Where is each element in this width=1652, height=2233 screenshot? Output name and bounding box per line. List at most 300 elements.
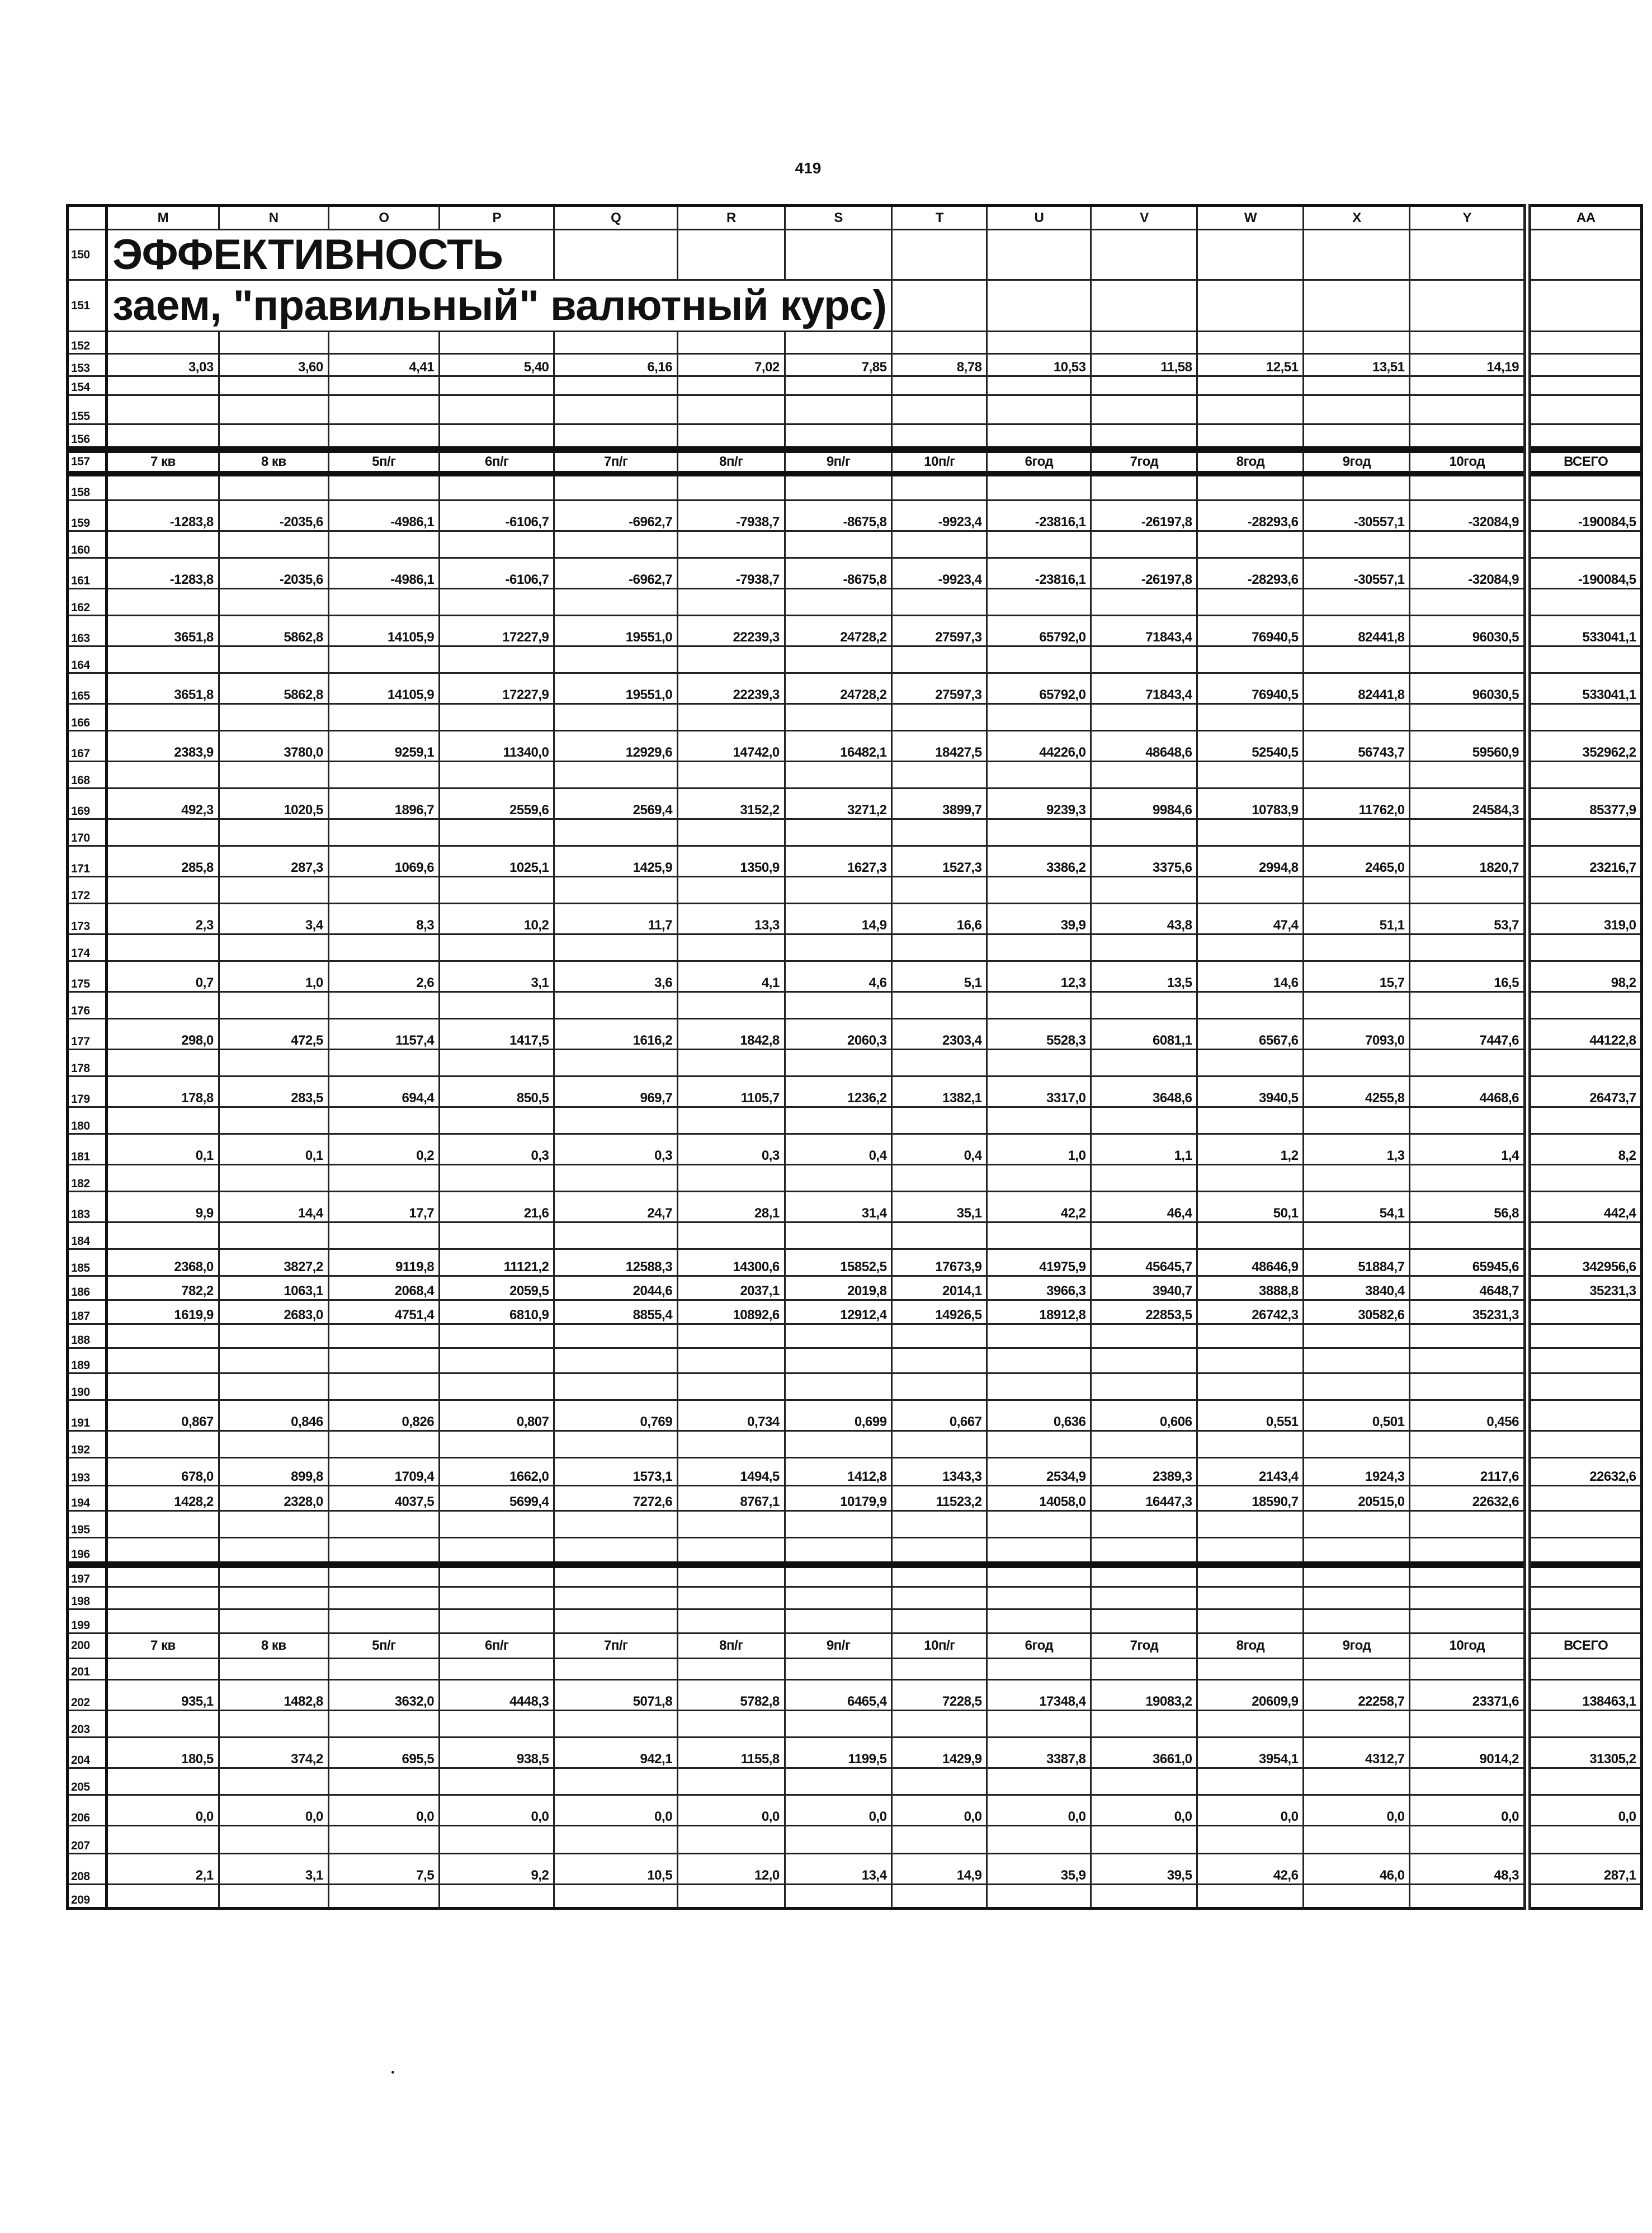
row-number: 201 [68, 1659, 107, 1680]
cell [1091, 1587, 1197, 1609]
cell: 17227,9 [440, 616, 554, 646]
cell: 8,78 [892, 354, 987, 376]
cell [1304, 704, 1410, 731]
cell: 283,5 [219, 1077, 328, 1107]
cell [785, 1165, 892, 1192]
cell: 18590,7 [1197, 1486, 1304, 1511]
cell [554, 1050, 678, 1077]
cell [1527, 1373, 1642, 1400]
cell: -26197,8 [1091, 501, 1197, 531]
cell: 3651,8 [107, 616, 219, 646]
cell [328, 762, 439, 789]
cell [1091, 934, 1197, 961]
cell [554, 589, 678, 616]
cell [678, 589, 785, 616]
row-number: 165 [68, 673, 107, 704]
cell: 23216,7 [1527, 846, 1642, 877]
cell: 1343,3 [892, 1458, 987, 1486]
cell [219, 332, 328, 354]
cell: 18427,5 [892, 731, 987, 762]
row-number: 166 [68, 704, 107, 731]
cell [440, 646, 554, 673]
cell [1091, 1565, 1197, 1587]
cell: 2059,5 [440, 1276, 554, 1300]
cell: 6465,4 [785, 1680, 892, 1711]
cell: 3,1 [440, 961, 554, 992]
cell [107, 1587, 219, 1609]
cell [1197, 1659, 1304, 1680]
cell [219, 1659, 328, 1680]
row-number: 150 [68, 230, 107, 280]
cell [554, 1348, 678, 1373]
cell: 17227,9 [440, 673, 554, 704]
cell: 8767,1 [678, 1486, 785, 1511]
cell [1197, 1373, 1304, 1400]
cell: 23371,6 [1410, 1680, 1527, 1711]
table-row [68, 819, 1642, 846]
cell: -8675,8 [785, 558, 892, 589]
row-number: 180 [68, 1107, 107, 1134]
cell: 26742,3 [1197, 1300, 1304, 1324]
column-header: S [785, 206, 892, 230]
cell: 0,0 [1410, 1795, 1527, 1826]
cell: 1,4 [1410, 1134, 1527, 1165]
cell: 15,7 [1304, 961, 1410, 992]
cell: 14742,0 [678, 731, 785, 762]
column-header: T [892, 206, 987, 230]
cell: 1155,8 [678, 1738, 785, 1768]
cell [1197, 1587, 1304, 1609]
cell [440, 376, 554, 395]
cell [892, 1348, 987, 1373]
cell: 969,7 [554, 1077, 678, 1107]
cell: 10год [1410, 1634, 1527, 1659]
cell [678, 1373, 785, 1400]
row-number: 178 [68, 1050, 107, 1077]
cell: 35231,3 [1527, 1276, 1642, 1300]
cell [785, 1511, 892, 1538]
cell [554, 531, 678, 558]
cell: -1283,8 [107, 558, 219, 589]
cell [1304, 376, 1410, 395]
cell [892, 1587, 987, 1609]
cell: 42,2 [987, 1192, 1091, 1222]
cell [678, 1587, 785, 1609]
cell [892, 877, 987, 904]
cell [987, 1587, 1091, 1609]
cell [987, 1511, 1091, 1538]
column-header: M [107, 206, 219, 230]
cell: 3317,0 [987, 1077, 1091, 1107]
cell [678, 424, 785, 450]
table-row [68, 1324, 1642, 1348]
column-header: N [219, 206, 328, 230]
cell [554, 1373, 678, 1400]
cell: -2035,6 [219, 558, 328, 589]
cell [678, 531, 785, 558]
cell: 782,2 [107, 1276, 219, 1300]
cell: 31,4 [785, 1192, 892, 1222]
cell [219, 531, 328, 558]
cell: 71843,4 [1091, 616, 1197, 646]
cell: 14,9 [785, 904, 892, 934]
table-row [68, 376, 1642, 395]
table-row [68, 1050, 1642, 1077]
cell [987, 1373, 1091, 1400]
cell: 16,5 [1410, 961, 1527, 992]
row-number: 175 [68, 961, 107, 992]
cell [1304, 1768, 1410, 1795]
cell: 0,7 [107, 961, 219, 992]
cell [785, 1324, 892, 1348]
cell [440, 474, 554, 501]
cell [987, 704, 1091, 731]
table-row [68, 1300, 1642, 1324]
cell: 1616,2 [554, 1019, 678, 1050]
cell [328, 1348, 439, 1373]
cell [1304, 646, 1410, 673]
cell: -6106,7 [440, 558, 554, 589]
cell [1304, 531, 1410, 558]
cell [1410, 762, 1527, 789]
cell [107, 1324, 219, 1348]
cell [1527, 1431, 1642, 1458]
cell: 35,1 [892, 1192, 987, 1222]
cell [1091, 1165, 1197, 1192]
cell: 1820,7 [1410, 846, 1527, 877]
cell [440, 1373, 554, 1400]
cell: 0,3 [554, 1134, 678, 1165]
cell: 39,9 [987, 904, 1091, 934]
cell [1410, 230, 1527, 280]
cell [987, 280, 1091, 332]
table-row [68, 1400, 1642, 1431]
table-row [68, 1538, 1642, 1565]
cell [892, 332, 987, 354]
cell [1410, 1107, 1527, 1134]
cell [678, 1107, 785, 1134]
cell [785, 531, 892, 558]
cell [1091, 1768, 1197, 1795]
row-number: 162 [68, 589, 107, 616]
column-header: AA [1527, 206, 1642, 230]
cell [107, 877, 219, 904]
cell [554, 1511, 678, 1538]
cell [440, 332, 554, 354]
cell: 2383,9 [107, 731, 219, 762]
cell [1304, 589, 1410, 616]
cell: 9259,1 [328, 731, 439, 762]
cell [1527, 934, 1642, 961]
cell [1197, 332, 1304, 354]
cell: 3,03 [107, 354, 219, 376]
cell [678, 1050, 785, 1077]
cell: 11762,0 [1304, 789, 1410, 819]
cell: 6810,9 [440, 1300, 554, 1324]
cell: 3,1 [219, 1854, 328, 1885]
cell [1197, 1768, 1304, 1795]
cell [892, 992, 987, 1019]
cell: 14300,6 [678, 1249, 785, 1276]
cell: 4,1 [678, 961, 785, 992]
cell [1091, 474, 1197, 501]
cell: 0,4 [892, 1134, 987, 1165]
cell [219, 646, 328, 673]
cell [785, 934, 892, 961]
cell [785, 1826, 892, 1854]
cell [328, 531, 439, 558]
cell: 44226,0 [987, 731, 1091, 762]
cell [987, 934, 1091, 961]
cell: 0,2 [328, 1134, 439, 1165]
cell [1304, 1609, 1410, 1634]
cell [1091, 424, 1197, 450]
table-row [68, 904, 1642, 934]
cell [1197, 704, 1304, 731]
cell [328, 934, 439, 961]
cell [892, 1107, 987, 1134]
cell [1527, 1538, 1642, 1565]
cell [892, 704, 987, 731]
cell: 1,2 [1197, 1134, 1304, 1165]
cell [440, 1348, 554, 1373]
cell: 0,3 [440, 1134, 554, 1165]
cell: 9014,2 [1410, 1738, 1527, 1768]
cell: 285,8 [107, 846, 219, 877]
cell [785, 819, 892, 846]
cell [440, 1768, 554, 1795]
cell: 45645,7 [1091, 1249, 1197, 1276]
cell: 3386,2 [987, 846, 1091, 877]
cell [1197, 1348, 1304, 1373]
cell [1197, 1324, 1304, 1348]
cell: 2559,6 [440, 789, 554, 819]
cell: 1020,5 [219, 789, 328, 819]
cell: 10783,9 [1197, 789, 1304, 819]
cell [440, 704, 554, 731]
cell [328, 589, 439, 616]
cell: 19083,2 [1091, 1680, 1197, 1711]
cell [1304, 280, 1410, 332]
cell [987, 877, 1091, 904]
cell [107, 1165, 219, 1192]
section-title: заем, "правильный" валютный курс) [107, 280, 892, 332]
cell [219, 1373, 328, 1400]
cell: 65945,6 [1410, 1249, 1527, 1276]
cell [1091, 376, 1197, 395]
section-title: ЭФФЕКТИВНОСТЬ [107, 230, 554, 280]
cell: 0,846 [219, 1400, 328, 1431]
cell [678, 1431, 785, 1458]
cell: 2037,1 [678, 1276, 785, 1300]
cell [440, 1711, 554, 1738]
cell [554, 1711, 678, 1738]
cell [328, 1711, 439, 1738]
cell: 1619,9 [107, 1300, 219, 1324]
cell [678, 762, 785, 789]
cell [1527, 376, 1642, 395]
cell: 4468,6 [1410, 1077, 1527, 1107]
cell [987, 1431, 1091, 1458]
cell: 19551,0 [554, 673, 678, 704]
cell: 24728,2 [785, 616, 892, 646]
cell [987, 1222, 1091, 1249]
cell: 0,3 [678, 1134, 785, 1165]
cell: 14,6 [1197, 961, 1304, 992]
cell: 14926,5 [892, 1300, 987, 1324]
cell [1410, 1711, 1527, 1738]
cell [1304, 424, 1410, 450]
cell [554, 1659, 678, 1680]
row-number: 154 [68, 376, 107, 395]
cell [219, 1222, 328, 1249]
table-row [68, 1587, 1642, 1609]
row-number: 156 [68, 424, 107, 450]
cell [785, 395, 892, 424]
cell [1091, 646, 1197, 673]
row-number: 192 [68, 1431, 107, 1458]
cell: 3827,2 [219, 1249, 328, 1276]
cell [785, 1431, 892, 1458]
cell: 9984,6 [1091, 789, 1197, 819]
cell [1527, 1165, 1642, 1192]
cell [987, 1538, 1091, 1565]
scan-dot [391, 2071, 394, 2074]
cell: 472,5 [219, 1019, 328, 1050]
table-row [68, 646, 1642, 673]
cell [1527, 280, 1642, 332]
cell [1527, 1826, 1642, 1854]
cell [219, 1431, 328, 1458]
cell [1410, 395, 1527, 424]
cell: 54,1 [1304, 1192, 1410, 1222]
cell [785, 1107, 892, 1134]
cell: 1429,9 [892, 1738, 987, 1768]
cell: 1896,7 [328, 789, 439, 819]
cell: 9119,8 [328, 1249, 439, 1276]
cell [328, 332, 439, 354]
cell: 374,2 [219, 1738, 328, 1768]
cell [554, 992, 678, 1019]
cell: 7093,0 [1304, 1019, 1410, 1050]
cell [440, 1587, 554, 1609]
cell: 14,9 [892, 1854, 987, 1885]
row-number: 170 [68, 819, 107, 846]
row-number: 193 [68, 1458, 107, 1486]
cell [892, 1431, 987, 1458]
cell [1410, 1511, 1527, 1538]
cell [1410, 877, 1527, 904]
cell [892, 1222, 987, 1249]
cell [440, 395, 554, 424]
cell: 3651,8 [107, 673, 219, 704]
cell: 41975,9 [987, 1249, 1091, 1276]
row-number: 202 [68, 1680, 107, 1711]
cell: 3,6 [554, 961, 678, 992]
cell [440, 762, 554, 789]
cell [1197, 474, 1304, 501]
cell: 2014,1 [892, 1276, 987, 1300]
row-number: 190 [68, 1373, 107, 1400]
cell [678, 704, 785, 731]
cell [892, 395, 987, 424]
cell: 3940,7 [1091, 1276, 1197, 1300]
cell [987, 230, 1091, 280]
cell: 3780,0 [219, 731, 328, 762]
cell: 48,3 [1410, 1854, 1527, 1885]
cell [1091, 1050, 1197, 1077]
cell [328, 877, 439, 904]
cell: 5,1 [892, 961, 987, 992]
cell: 11,58 [1091, 354, 1197, 376]
cell: 9,9 [107, 1192, 219, 1222]
cell: 0,0 [1527, 1795, 1642, 1826]
cell [440, 1324, 554, 1348]
cell: 6п/г [440, 1634, 554, 1659]
table-row [68, 1107, 1642, 1134]
cell [1304, 395, 1410, 424]
cell [1527, 762, 1642, 789]
cell [328, 1659, 439, 1680]
cell [785, 1538, 892, 1565]
row-number: 164 [68, 646, 107, 673]
cell: 1428,2 [107, 1486, 219, 1511]
cell [1304, 877, 1410, 904]
cell [1304, 1222, 1410, 1249]
cell: 5699,4 [440, 1486, 554, 1511]
cell: 1199,5 [785, 1738, 892, 1768]
cell [1527, 395, 1642, 424]
cell [1197, 1431, 1304, 1458]
cell [440, 424, 554, 450]
cell [678, 376, 785, 395]
cell: ВСЕГО [1527, 1634, 1642, 1659]
cell: 0,0 [678, 1795, 785, 1826]
cell [1304, 1373, 1410, 1400]
cell: 51,1 [1304, 904, 1410, 934]
cell [1197, 280, 1304, 332]
cell: 6п/г [440, 450, 554, 474]
cell: 319,0 [1527, 904, 1642, 934]
cell [1197, 531, 1304, 558]
cell [1091, 1826, 1197, 1854]
table-row [68, 992, 1642, 1019]
cell: 35,9 [987, 1854, 1091, 1885]
cell [678, 1538, 785, 1565]
cell [219, 819, 328, 846]
cell: 3966,3 [987, 1276, 1091, 1300]
cell: 5п/г [328, 450, 439, 474]
cell [892, 1565, 987, 1587]
cell: 14058,0 [987, 1486, 1091, 1511]
cell [678, 1165, 785, 1192]
cell: 2368,0 [107, 1249, 219, 1276]
cell: ВСЕГО [1527, 450, 1642, 474]
cell [1527, 474, 1642, 501]
cell: 1069,6 [328, 846, 439, 877]
cell: 1573,1 [554, 1458, 678, 1486]
cell [328, 646, 439, 673]
table-row [68, 1373, 1642, 1400]
cell: 2,3 [107, 904, 219, 934]
cell [328, 1107, 439, 1134]
table-row [68, 1222, 1642, 1249]
cell: 9п/г [785, 1634, 892, 1659]
cell [1527, 230, 1642, 280]
cell: 7,85 [785, 354, 892, 376]
cell [1304, 1587, 1410, 1609]
cell [440, 819, 554, 846]
